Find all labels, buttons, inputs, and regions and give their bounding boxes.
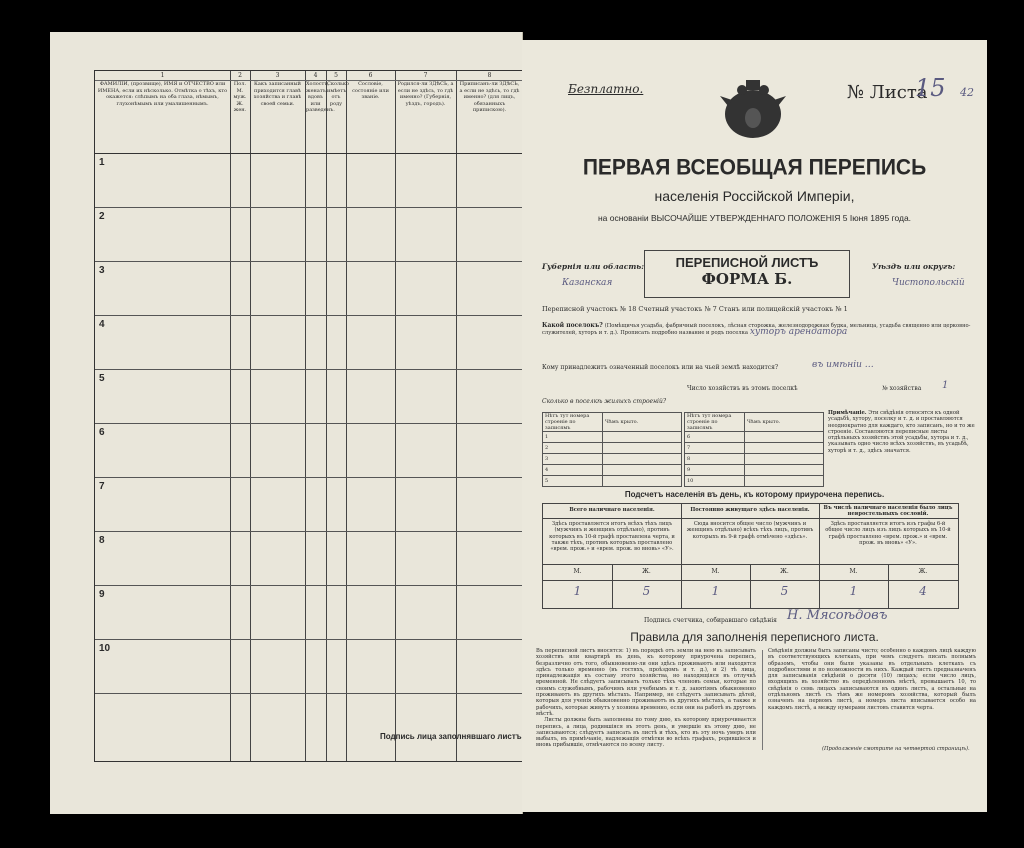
col-number: 7 — [423, 72, 428, 79]
note — [828, 410, 978, 454]
m-label: М. — [711, 568, 720, 575]
column-divider — [305, 71, 306, 761]
enumerator-signature: Н. Мясоѣдовъ — [787, 608, 888, 623]
col-header-marital: Холостъ, женатъ, вдовъ или разведенъ. — [306, 81, 335, 113]
bld-row: 1 — [543, 432, 603, 443]
f-label: Ж. — [780, 568, 789, 575]
row-number: 8 — [99, 535, 105, 546]
buildings-table-right — [684, 412, 824, 487]
count-resident-f: 5 — [780, 584, 789, 598]
bld-row: 5 — [543, 476, 603, 487]
m-label: М. — [849, 568, 858, 575]
row-divider — [95, 369, 523, 370]
enumerator-label: Подпись счетчика, собиравшаго свѣдѣнія — [644, 617, 777, 624]
count-other-f: 4 — [919, 584, 927, 598]
buildings-table-left — [542, 412, 682, 487]
uezd-value: Чистопольскій — [892, 278, 965, 288]
bld-row: 3 — [543, 454, 603, 465]
free-label: Безплатно. — [568, 82, 644, 96]
f-label: Ж. — [642, 568, 651, 575]
rules-left-para2: Листы должны быть заполнены по тому дню, къ которому приурочивается перепись, а лица, родившіяся въ этотъ день, и умершіе къ этому дню, не записываются; слѣдуетъ записать въ листѣ и тѣхъ, кто въ эту ночь умеръ или выбылъ, въ примѣчаніе, надлежащія отмѣтки во всѣхъ графахъ, родившіеся и вновь прибывшіе, отмѣчаются по всему листу. — [536, 717, 756, 749]
column-divider — [250, 71, 251, 761]
row-number: 7 — [99, 481, 105, 492]
col-number: 1 — [160, 72, 165, 79]
column-divider — [326, 71, 327, 761]
sum-col2-head: Постоянно живущаго здѣсь населенія. — [690, 507, 810, 513]
bld-row: 7 — [685, 443, 745, 454]
note-title: Примѣчаніе. — [828, 410, 867, 416]
row-number: 6 — [99, 427, 105, 438]
col-header-birthplace: Родился-ли ЗДѢСЬ, а если не здѣсь, то гдѣ именно? (Губернія, уѣздъ, городъ). — [397, 81, 454, 107]
row-divider — [95, 639, 523, 640]
col-header-relation: Какъ записанный приходится главѣ хозяйства и главѣ своей семьи. — [253, 81, 302, 107]
row-number: 10 — [99, 643, 111, 654]
f-label: Ж. — [918, 568, 928, 575]
col-header-age: Сколько имѣетъ отъ роду — [327, 81, 349, 107]
gubernia-label: Губернія или область: — [542, 262, 644, 271]
col-header-name: ФАМИЛІИ, (прозвище), ИМЯ и ОТЧЕСТВО или ИМЕНА, если их нѣсколько. Отмѣтка о тѣхъ, кто окажется: слѣпымъ на оба глаза, нѣмымъ, глухонѣмымъ или умалишеннымъ. — [97, 81, 228, 107]
bld-head: Чѣмъ крыто. — [603, 413, 682, 432]
col-header-estate: Сословіе, состояніе или званіе. — [352, 81, 389, 100]
row-divider — [95, 585, 523, 586]
rules-title: Правила для заполненія переписного листа. — [630, 630, 879, 644]
bld-row: 6 — [685, 432, 745, 443]
row-divider — [95, 693, 523, 694]
column-divider — [456, 71, 457, 761]
header-rule — [95, 153, 523, 154]
bld-head: Нѣтъ тут номера строеніе по записямъ — [543, 413, 603, 432]
household-table — [94, 70, 524, 762]
row-divider — [95, 477, 523, 478]
row-number: 3 — [99, 265, 105, 276]
row-number: 1 — [99, 157, 105, 168]
col-number: 2 — [238, 72, 242, 79]
census-basis: на основаніи ВЫСОЧАЙШЕ УТВЕРЖДЕННАГО ПОЛОЖЕНІЯ 5 Іюня 1895 года. — [597, 213, 912, 223]
rules-left — [536, 648, 756, 754]
imperial-eagle-emblem — [718, 76, 788, 146]
settlement-desc: (Помѣщичья усадьба, фабричный поселокъ, лѣсная сторожка, железнодорожная будка, мельница, усадьба священно или церковно-служителей, хуторъ и т. д.). Прописать подробно название и родъ поселка — [542, 323, 971, 337]
sheet-no-label: № Листа — [847, 82, 928, 103]
sum-col2-text: Сюда вносится общее число (мужчинъ и женщинъ отдѣльно) всѣхъ тѣхъ лицъ, противъ которыхъ въ 9-й графѣ отмѣчено «здѣсь». — [686, 521, 814, 540]
bld-head: Чѣмъ крыто. — [745, 413, 824, 432]
sum-col3-head: Въ числѣ наличнаго населенія было лицъ невростельныхъ сословій. — [823, 505, 953, 518]
col-number: 3 — [275, 72, 280, 79]
household-no-value: 1 — [942, 380, 949, 391]
bld-row: 10 — [685, 476, 745, 487]
count-total-f: 5 — [642, 584, 651, 598]
row-number: 2 — [99, 211, 105, 222]
owner-value: въ имѣніи … — [812, 360, 874, 370]
row-number: 9 — [99, 589, 105, 600]
bld-row: 9 — [685, 465, 745, 476]
rules-divider — [762, 650, 763, 750]
bld-head: Нѣтъ тут номера строеніе по записямъ — [685, 413, 745, 432]
bld-row: 8 — [685, 454, 745, 465]
column-divider — [230, 71, 231, 761]
left-page — [50, 32, 523, 814]
right-page — [522, 40, 987, 812]
m-label: М. — [573, 568, 582, 575]
row-divider — [95, 315, 523, 316]
col-number: 5 — [334, 72, 338, 79]
column-divider — [346, 71, 347, 761]
bld-row: 2 — [543, 443, 603, 454]
buildings-label: Сколько в поселкѣ жилыхъ строеній? — [542, 398, 667, 405]
row-divider — [95, 423, 523, 424]
bld-row: 4 — [543, 465, 603, 476]
count-total-m: 1 — [573, 584, 582, 598]
households-label: Число хозяйствъ въ этомъ поселкѣ — [687, 385, 798, 392]
col-header-registered: Приписанъ-ли ЗДѢСЬ, а если не здѣсь, то гдѣ именно? (для лицъ, обязанныхъ припискою). — [459, 81, 520, 113]
col-header-sex: Пол. М. муж. Ж. жен. — [233, 81, 247, 113]
form-title: ПЕРЕПИСНОЙ ЛИСТЪ — [675, 255, 819, 270]
row-divider — [95, 261, 523, 262]
summary-title: Подсчетъ населенія въ день, къ которому приурочена перепись. — [624, 490, 885, 499]
settlement-block — [542, 322, 972, 337]
col-number: 4 — [313, 72, 318, 79]
sum-col1-text: Здѣсь проставляется итогъ всѣхъ тѣхъ лицъ (мужчинъ и женщинъ отдѣльно), противъ которыхъ въ 10-й графѣ проставлена черта, и также тѣхъ, противъ которыхъ проставлено «врем. прож.» и «врем. прож. во вновь» «У». — [549, 521, 675, 553]
form-name: ФОРМА Б. — [701, 270, 793, 288]
note-text: Эти свѣдѣнія относятся къ одной усадьбѣ, хутору, поселку и т. д. и проставляются неоднократно для каждаго, кто записанъ, но и то же строеніе. Составляются переписные листы отдѣльныхъ хозяйствъ этой усадьбы, хутора и т. д., указывать одно число всѣхъ хозяйствъ, въ усадьбѣ, хуторѣ и т. д., здѣсь значатся. — [828, 410, 975, 454]
settlement-value: хуторъ арендатора — [749, 327, 848, 338]
column-divider — [395, 71, 396, 761]
gubernia-value: Казанская — [562, 278, 613, 288]
form-title-box — [644, 250, 850, 298]
summary-table — [542, 503, 959, 609]
signature-label: Подпись лица заполнявшаго листъ — [380, 732, 522, 741]
row-divider — [95, 531, 523, 532]
col-number: 6 — [368, 72, 373, 79]
uezd-label: Уѣздъ или округъ: — [872, 262, 956, 271]
corner-number: 42 — [960, 86, 974, 99]
rules-footnote: (Продолженіе смотрите на четвертой страницѣ). — [822, 746, 970, 752]
rules-left-para1: Въ переписной листъ вносятся: 1) въ порядкѣ отъ земли на нею въ записывать хозяйствъ или квартирѣ въ день, къ которому приурочена перепись, безразлично отъ того, обыкновенно-ли они здѣсь проживаютъ или находятся здѣсь только временно (въ гостяхъ, проѣздомъ и т. д.), и 2) тѣ лица, принадлежащія къ составу этого хозяйства, но находящіяся въ отлучкѣ временной. Не слѣдуетъ записывать только тѣхъ членовъ семьи, которые по своимъ служебнымъ, рабочимъ или учебнымъ и т. д. занятіямъ обыкновенно проживаютъ въ другихъ мѣстахъ. Например, не слѣдуетъ записывать дѣтей, которыя для ученія обыкновенно проживаютъ въ другихъ мѣстахъ, а также и рабочихъ, которые живутъ у хозяина временно, если они на работѣ въ другомъ мѣстѣ. — [536, 648, 756, 717]
count-resident-m: 1 — [711, 584, 720, 598]
sum-col1-head: Всего наличнаго населенія. — [569, 507, 655, 513]
sum-col3-text: Здѣсь проставляется итогъ изъ графы 6-й общее число лицъ изъ лицъ которыхъ въ 10-й графѣ проставлено «врем. прож.» и «врем. прож. въ вновь» «У». — [825, 521, 951, 546]
row-divider — [95, 207, 523, 208]
count-other-m: 1 — [849, 584, 858, 598]
owner-label: Кому принадлежитъ означенный поселокъ или на чьей землѣ находится? — [542, 364, 779, 371]
rules-right: Свѣдѣнія должны быть записаны чисто; особенно о каждомъ лицѣ каждую въ соответствующихъ клеткахъ, при чемъ следуетъ писать полнымъ образомъ, чтобы они были указаны въ отдельныхъ клеткахъ съ подробностями и по возможности въ нихъ. Каждый листъ предназначенъ для записыванія свѣдѣній о десяти (10) лицахъ; если число лицъ, входящихъ въ хозяйство въ опредѣленномъ мѣстѣ, превышаетъ 10, то свѣдѣнія о семь лицахъ записываются въ одинъ листъ, а остальные на отдѣльномъ листѣ съ тѣмъ же номеромъ хозяйства, который былъ означенъ на первомъ листѣ, а номеръ листа вписывается особо на каждомъ листѣ, а между нумерами листовъ ставится черта. — [768, 648, 976, 711]
row-number: 4 — [99, 319, 105, 330]
sheet-no-value: 15 — [915, 74, 946, 102]
household-no-label: № хозяйства — [882, 385, 922, 392]
district-line: Переписной участокъ № 18 Счетный участокъ № 7 Станъ или полицейскій участокъ № 1 — [542, 305, 848, 313]
census-subtitle: населенія Россійской Имперіи, — [654, 188, 855, 204]
row-number: 5 — [99, 373, 105, 384]
col-number: 8 — [487, 72, 492, 79]
settlement-label: Какой поселокъ? — [542, 322, 603, 329]
census-title: ПЕРВАЯ ВСЕОБЩАЯ ПЕРЕПИСЬ — [582, 155, 927, 180]
